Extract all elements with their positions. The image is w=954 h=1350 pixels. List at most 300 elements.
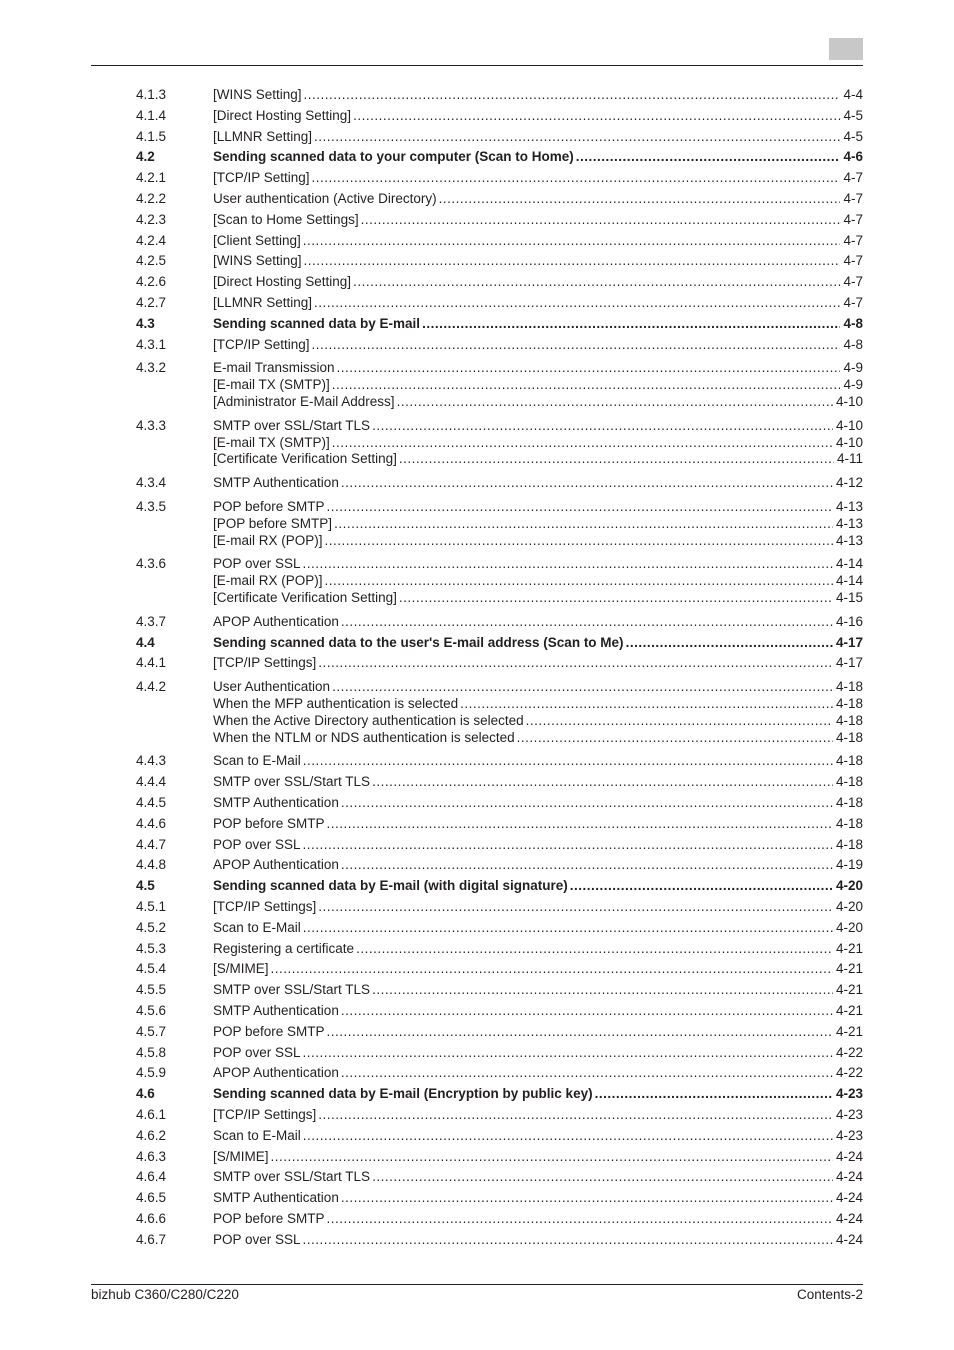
- toc-title: [TCP/IP Settings]: [213, 655, 317, 671]
- toc-entry: [136, 474, 863, 492]
- toc-title: SMTP Authentication: [213, 1003, 339, 1019]
- toc-page-number: 4-23: [835, 1127, 863, 1143]
- toc-leader-dots: [372, 417, 833, 435]
- toc-row[interactable]: [136, 1106, 863, 1124]
- toc-section-number: 4.6.2: [136, 1127, 167, 1143]
- toc-leader-dots: [626, 634, 833, 652]
- toc-page-number: 4-7: [843, 211, 863, 227]
- toc-section-number: 4.5.5: [136, 982, 167, 998]
- toc-entry: [136, 417, 863, 468]
- toc-title: [Direct Hosting Setting]: [213, 274, 352, 290]
- toc-row[interactable]: [136, 634, 863, 652]
- toc-entry: [136, 1044, 863, 1062]
- toc-page-number: 4-24: [835, 1211, 863, 1226]
- toc-leader-dots: [304, 252, 841, 270]
- toc-page-number: 4-16: [835, 613, 863, 629]
- toc-entry: [136, 1189, 863, 1207]
- toc-section-number: 4.4.7: [136, 836, 167, 852]
- toc-section-number: 4.5.4: [136, 961, 167, 977]
- toc-entry: [136, 856, 863, 874]
- toc-entry: [136, 1106, 863, 1124]
- toc-page-number: 4-13: [835, 499, 863, 514]
- toc-leader-dots: [332, 376, 841, 394]
- toc-title: Sending scanned data to the user's E-mail address (Scan to Me): [213, 634, 624, 650]
- toc-row[interactable]: [136, 712, 863, 730]
- toc-page-number: 4-10: [835, 417, 863, 433]
- toc-title: [Direct Hosting Setting]: [213, 107, 352, 123]
- toc-title: SMTP over SSL/Start TLS: [213, 1169, 371, 1185]
- toc-section-number: 4.2.1: [136, 170, 167, 186]
- toc-leader-dots: [303, 836, 833, 854]
- toc-leader-dots: [399, 450, 834, 468]
- toc-leader-dots: [325, 572, 833, 590]
- toc-page-number: 4-18: [835, 753, 863, 769]
- toc-entry: [136, 836, 863, 854]
- toc-page-number: 4-14: [835, 556, 863, 572]
- toc-section-number: 4.6.1: [136, 1107, 167, 1123]
- toc-title: POP before SMTP: [213, 1023, 325, 1039]
- toc-page-number: 4-7: [843, 170, 863, 186]
- toc-section-number: 4.3: [136, 315, 155, 331]
- toc-page-number: 4-7: [843, 190, 863, 206]
- toc-leader-dots: [595, 1085, 833, 1103]
- toc-leader-dots: [399, 589, 833, 607]
- toc-leader-dots: [303, 919, 833, 937]
- toc-title: Scan to E-Mail: [213, 919, 301, 935]
- toc-row[interactable]: [136, 572, 863, 590]
- toc-leader-dots: [271, 1148, 833, 1166]
- toc-page-number: 4-21: [835, 1003, 863, 1019]
- toc-title: Scan to E-Mail: [213, 753, 301, 769]
- toc-row[interactable]: [136, 836, 863, 854]
- toc-row[interactable]: [136, 960, 863, 978]
- toc-page-number: 4-17: [835, 655, 863, 671]
- toc-leader-dots: [312, 336, 841, 354]
- toc-section-number: 4.2.2: [136, 190, 167, 206]
- toc-section-number: 4.5.7: [136, 1023, 167, 1039]
- toc-title: [LLMNR Setting]: [213, 294, 313, 310]
- toc-title: POP over SSL: [213, 556, 301, 572]
- toc-section-number: 4.2: [136, 149, 155, 165]
- toc-row[interactable]: [136, 940, 863, 958]
- toc-section-number: 4.5.2: [136, 919, 167, 935]
- footer-product-name: bizhub C360/C280/C220: [91, 1287, 239, 1302]
- toc-entry: [136, 211, 863, 229]
- toc-leader-dots: [318, 1106, 833, 1124]
- toc-row[interactable]: [136, 474, 863, 492]
- toc-title: Registering a certificate: [213, 940, 355, 956]
- toc-title: User authentication (Active Directory): [213, 190, 437, 206]
- toc-section-number: 4.3.3: [136, 417, 167, 433]
- toc-entry: [136, 1127, 863, 1145]
- toc-page-number: 4-7: [843, 274, 863, 290]
- toc-page-number: 4-21: [835, 1023, 863, 1039]
- toc-section-number: 4.4: [136, 634, 155, 650]
- toc-title: APOP Authentication: [213, 1065, 339, 1081]
- toc-title: [E-mail RX (POP)]: [213, 573, 323, 589]
- toc-page-number: 4-13: [835, 532, 863, 548]
- toc-title: POP over SSL: [213, 1231, 301, 1247]
- toc-section-number: 4.3.1: [136, 336, 167, 352]
- toc-page-number: 4-21: [835, 940, 863, 956]
- toc-entry: [136, 190, 863, 208]
- toc-row[interactable]: [136, 815, 863, 833]
- toc-entry: [136, 981, 863, 999]
- toc-row[interactable]: [136, 148, 863, 166]
- toc-entry: [136, 1210, 863, 1228]
- toc-section-number: 4.3.6: [136, 556, 167, 572]
- toc-row[interactable]: [136, 315, 863, 333]
- toc-entry: [136, 877, 863, 895]
- toc-leader-dots: [341, 794, 833, 812]
- toc-page-number: 4-7: [843, 253, 863, 269]
- toc-page-number: 4-20: [835, 919, 863, 935]
- toc-leader-dots: [303, 752, 833, 770]
- toc-row[interactable]: [136, 1127, 863, 1145]
- toc-page-number: 4-5: [843, 107, 863, 123]
- toc-section-number: 4.2.4: [136, 232, 167, 248]
- toc-title: SMTP over SSL/Start TLS: [213, 774, 371, 790]
- toc-leader-dots: [327, 498, 833, 516]
- toc-row[interactable]: [136, 273, 863, 291]
- toc-entry: [136, 1148, 863, 1166]
- toc-page-number: 4-18: [835, 729, 863, 745]
- toc-section-number: 4.4.6: [136, 815, 167, 831]
- toc-title: APOP Authentication: [213, 613, 339, 629]
- toc-entry: [136, 294, 863, 312]
- toc-title: [E-mail RX (POP)]: [213, 532, 323, 548]
- toc-page-number: 4-7: [843, 294, 863, 310]
- toc-page-number: 4-14: [835, 573, 863, 589]
- toc-title: [WINS Setting]: [213, 253, 302, 269]
- toc-section-number: 4.4.2: [136, 679, 167, 695]
- toc-row[interactable]: [136, 555, 863, 573]
- toc-row[interactable]: [136, 695, 863, 713]
- toc-title: [LLMNR Setting]: [213, 128, 313, 144]
- toc-leader-dots: [372, 981, 833, 999]
- toc-page-number: 4-8: [843, 336, 863, 352]
- toc-section-number: 4.5.6: [136, 1003, 167, 1019]
- toc-section-number: 4.6: [136, 1086, 155, 1102]
- toc-leader-dots: [332, 678, 833, 696]
- toc-page-number: 4-23: [835, 1107, 863, 1123]
- toc-row[interactable]: [136, 498, 863, 516]
- toc-page-number: 4-24: [835, 1231, 863, 1247]
- toc-entry: [136, 898, 863, 916]
- toc-title: SMTP over SSL/Start TLS: [213, 982, 371, 998]
- toc-row[interactable]: [136, 1168, 863, 1186]
- toc-entry: [136, 1085, 863, 1103]
- footer-page-number: Contents-2: [796, 1287, 863, 1302]
- toc-title: SMTP Authentication: [213, 795, 339, 811]
- toc-leader-dots: [314, 294, 840, 312]
- toc-leader-dots: [353, 273, 840, 291]
- toc-title: [Client Setting]: [213, 232, 301, 248]
- toc-section-number: 4.4.4: [136, 774, 167, 790]
- header-tab-marker: [829, 38, 863, 60]
- toc-title: POP before SMTP: [213, 815, 325, 831]
- toc-row[interactable]: [136, 1210, 863, 1228]
- toc-page-number: 4-20: [835, 878, 863, 894]
- toc-row[interactable]: [136, 294, 863, 312]
- toc-section-number: 4.2.3: [136, 211, 167, 227]
- toc-leader-dots: [526, 712, 833, 730]
- toc-entry: [136, 148, 863, 166]
- toc-page-number: 4-13: [835, 515, 863, 531]
- toc-title: SMTP Authentication: [213, 1190, 339, 1206]
- toc-row[interactable]: [136, 515, 863, 533]
- toc-entry: [136, 815, 863, 833]
- toc-page-number: 4-22: [835, 1044, 863, 1060]
- toc-page-number: 4-18: [835, 815, 863, 831]
- toc-entry: [136, 107, 863, 125]
- toc-page-number: 4-20: [835, 899, 863, 915]
- toc-section-number: 4.3.5: [136, 499, 167, 514]
- toc-row[interactable]: [136, 1189, 863, 1207]
- toc-section-number: 4.6.7: [136, 1231, 167, 1247]
- toc-entry: [136, 613, 863, 631]
- toc-leader-dots: [372, 773, 833, 791]
- toc-section-number: 4.5.8: [136, 1044, 167, 1060]
- toc-leader-dots: [303, 1044, 833, 1062]
- toc-row[interactable]: [136, 589, 863, 607]
- footer-rule: [91, 1284, 863, 1285]
- toc-section-number: 4.6.3: [136, 1148, 167, 1164]
- toc-title: APOP Authentication: [213, 857, 339, 873]
- toc-row[interactable]: [136, 417, 863, 435]
- toc-title: SMTP over SSL/Start TLS: [213, 417, 371, 433]
- toc-row[interactable]: [136, 107, 863, 125]
- toc-entry: [136, 86, 863, 104]
- toc-row[interactable]: [136, 434, 863, 452]
- toc-title: [TCP/IP Settings]: [213, 1107, 317, 1123]
- toc-page-number: 4-19: [835, 857, 863, 873]
- toc-section-number: 4.4.1: [136, 655, 167, 671]
- toc-leader-dots: [397, 393, 833, 411]
- toc-title: [E-mail TX (SMTP)]: [213, 434, 330, 450]
- toc-leader-dots: [337, 359, 841, 377]
- toc-row[interactable]: [136, 232, 863, 250]
- toc-leader-dots: [271, 960, 833, 978]
- toc-leader-dots: [517, 729, 833, 747]
- toc-row[interactable]: [136, 654, 863, 672]
- toc-row[interactable]: [136, 1148, 863, 1166]
- toc-page-number: 4-24: [835, 1169, 863, 1185]
- toc-entry: [136, 919, 863, 937]
- toc-row[interactable]: [136, 169, 863, 187]
- toc-row[interactable]: [136, 393, 863, 411]
- toc-row[interactable]: [136, 376, 863, 394]
- toc-title: POP before SMTP: [213, 1211, 325, 1226]
- toc-row[interactable]: [136, 1085, 863, 1103]
- toc-title: [S/MIME]: [213, 961, 269, 977]
- toc-page-number: 4-5: [843, 128, 863, 144]
- toc-page-number: 4-9: [843, 360, 863, 376]
- toc-section-number: 4.3.2: [136, 360, 167, 376]
- toc-row[interactable]: [136, 1044, 863, 1062]
- toc-entry: [136, 940, 863, 958]
- toc-page-number: 4-23: [835, 1086, 863, 1102]
- toc-row[interactable]: [136, 856, 863, 874]
- toc-leader-dots: [303, 555, 833, 573]
- toc-leader-dots: [341, 856, 833, 874]
- toc-entry: [136, 555, 863, 606]
- toc-page-number: 4-18: [835, 774, 863, 790]
- toc-entry: [136, 634, 863, 652]
- toc-page-number: 4-18: [835, 712, 863, 728]
- toc-section-number: 4.5: [136, 878, 155, 894]
- toc-page-number: 4-21: [835, 982, 863, 998]
- toc-row[interactable]: [136, 729, 863, 747]
- toc-title: Sending scanned data by E-mail: [213, 315, 421, 331]
- toc-row[interactable]: [136, 450, 863, 468]
- toc-section-number: 4.1.3: [136, 87, 167, 102]
- toc-row[interactable]: [136, 359, 863, 377]
- toc-leader-dots: [341, 1189, 833, 1207]
- toc-entry: [136, 794, 863, 812]
- toc-leader-dots: [318, 654, 833, 672]
- toc-leader-dots: [341, 1002, 833, 1020]
- toc-title: [Administrator E-Mail Address]: [213, 393, 395, 409]
- toc-page-number: 4-22: [835, 1065, 863, 1081]
- toc-row[interactable]: [136, 898, 863, 916]
- toc-page-number: 4-18: [835, 836, 863, 852]
- toc-page-number: 4-17: [835, 634, 863, 650]
- toc-row[interactable]: [136, 773, 863, 791]
- toc-page-number: 4-18: [835, 795, 863, 811]
- toc-row[interactable]: [136, 877, 863, 895]
- toc-title: [E-mail TX (SMTP)]: [213, 377, 330, 393]
- toc-leader-dots: [303, 1231, 833, 1249]
- toc-title: E-mail Transmission: [213, 360, 335, 376]
- toc-row[interactable]: [136, 211, 863, 229]
- toc-entry: [136, 1002, 863, 1020]
- toc-section-number: 4.6.5: [136, 1190, 167, 1206]
- toc-page-number: 4-21: [835, 961, 863, 977]
- table-of-contents: [136, 86, 863, 1252]
- toc-title: Scan to E-Mail: [213, 1127, 301, 1143]
- toc-leader-dots: [312, 169, 841, 187]
- toc-page-number: 4-7: [843, 232, 863, 248]
- toc-leader-dots: [327, 815, 833, 833]
- toc-leader-dots: [334, 515, 833, 533]
- toc-row[interactable]: [136, 613, 863, 631]
- toc-row[interactable]: [136, 252, 863, 270]
- toc-section-number: 4.2.6: [136, 274, 167, 290]
- toc-entry: [136, 169, 863, 187]
- toc-row[interactable]: [136, 1023, 863, 1041]
- toc-title: [S/MIME]: [213, 1148, 269, 1164]
- toc-page-number: 4-24: [835, 1190, 863, 1206]
- toc-leader-dots: [332, 434, 833, 452]
- toc-section-number: 4.5.1: [136, 899, 167, 915]
- toc-row[interactable]: [136, 1064, 863, 1082]
- toc-leader-dots: [356, 940, 833, 958]
- header-rule: [91, 65, 863, 66]
- toc-row[interactable]: [136, 336, 863, 354]
- toc-title: POP over SSL: [213, 836, 301, 852]
- toc-section-number: 4.1.5: [136, 128, 167, 144]
- toc-entry: [136, 960, 863, 978]
- toc-row[interactable]: [136, 128, 863, 146]
- toc-entry: [136, 128, 863, 146]
- toc-section-number: 4.4.8: [136, 857, 167, 873]
- toc-leader-dots: [422, 315, 840, 333]
- toc-entry: [136, 1168, 863, 1186]
- toc-page-number: 4-10: [835, 434, 863, 450]
- toc-section-number: 4.3.7: [136, 613, 167, 629]
- toc-section-number: 4.5.3: [136, 940, 167, 956]
- toc-leader-dots: [439, 190, 841, 208]
- toc-leader-dots: [353, 107, 840, 125]
- toc-title: [TCP/IP Setting]: [213, 170, 310, 186]
- toc-leader-dots: [576, 148, 841, 166]
- toc-leader-dots: [361, 211, 841, 229]
- toc-entry: [136, 232, 863, 250]
- toc-page-number: 4-8: [843, 315, 863, 331]
- toc-section-number: 4.1.4: [136, 107, 167, 123]
- toc-title: When the MFP authentication is selected: [213, 696, 459, 712]
- toc-page-number: 4-24: [835, 1148, 863, 1164]
- toc-entry: [136, 273, 863, 291]
- toc-entry: [136, 252, 863, 270]
- toc-page-number: 4-10: [835, 393, 863, 409]
- toc-title: Sending scanned data by E-mail (with digital signature): [213, 878, 568, 894]
- toc-title: [WINS Setting]: [213, 87, 302, 102]
- toc-page-number: 4-4: [843, 87, 863, 102]
- toc-title: [POP before SMTP]: [213, 515, 333, 531]
- toc-title: POP over SSL: [213, 1044, 301, 1060]
- toc-row[interactable]: [136, 532, 863, 550]
- toc-row[interactable]: [136, 190, 863, 208]
- toc-entry: [136, 773, 863, 791]
- toc-entry: [136, 1231, 863, 1249]
- toc-title: [Certificate Verification Setting]: [213, 451, 397, 467]
- toc-title: When the Active Directory authentication is selected: [213, 712, 524, 728]
- toc-leader-dots: [318, 898, 833, 916]
- toc-leader-dots: [341, 474, 833, 492]
- toc-leader-dots: [327, 1210, 833, 1228]
- toc-row[interactable]: [136, 678, 863, 696]
- toc-title: POP before SMTP: [213, 499, 325, 514]
- toc-row[interactable]: [136, 981, 863, 999]
- toc-page-number: 4-18: [835, 679, 863, 695]
- toc-section-number: 4.2.5: [136, 253, 167, 269]
- toc-section-number: 4.4.5: [136, 795, 167, 811]
- toc-leader-dots: [570, 877, 833, 895]
- toc-row[interactable]: [136, 86, 863, 104]
- toc-row[interactable]: [136, 1002, 863, 1020]
- toc-title: [Certificate Verification Setting]: [213, 590, 397, 606]
- toc-title: User Authentication: [213, 679, 331, 695]
- toc-section-number: 4.6.4: [136, 1169, 167, 1185]
- toc-row[interactable]: [136, 919, 863, 937]
- toc-entry: [136, 678, 863, 746]
- toc-row[interactable]: [136, 752, 863, 770]
- toc-title: SMTP Authentication: [213, 475, 339, 491]
- toc-leader-dots: [460, 695, 833, 713]
- toc-leader-dots: [341, 613, 833, 631]
- toc-leader-dots: [303, 232, 841, 250]
- toc-leader-dots: [303, 1127, 833, 1145]
- toc-page-number: 4-6: [843, 149, 863, 165]
- toc-entry: [136, 498, 863, 549]
- toc-row[interactable]: [136, 1231, 863, 1249]
- toc-section-number: 4.5.9: [136, 1065, 167, 1081]
- toc-row[interactable]: [136, 794, 863, 812]
- toc-title: [TCP/IP Setting]: [213, 336, 310, 352]
- toc-entry: [136, 315, 863, 333]
